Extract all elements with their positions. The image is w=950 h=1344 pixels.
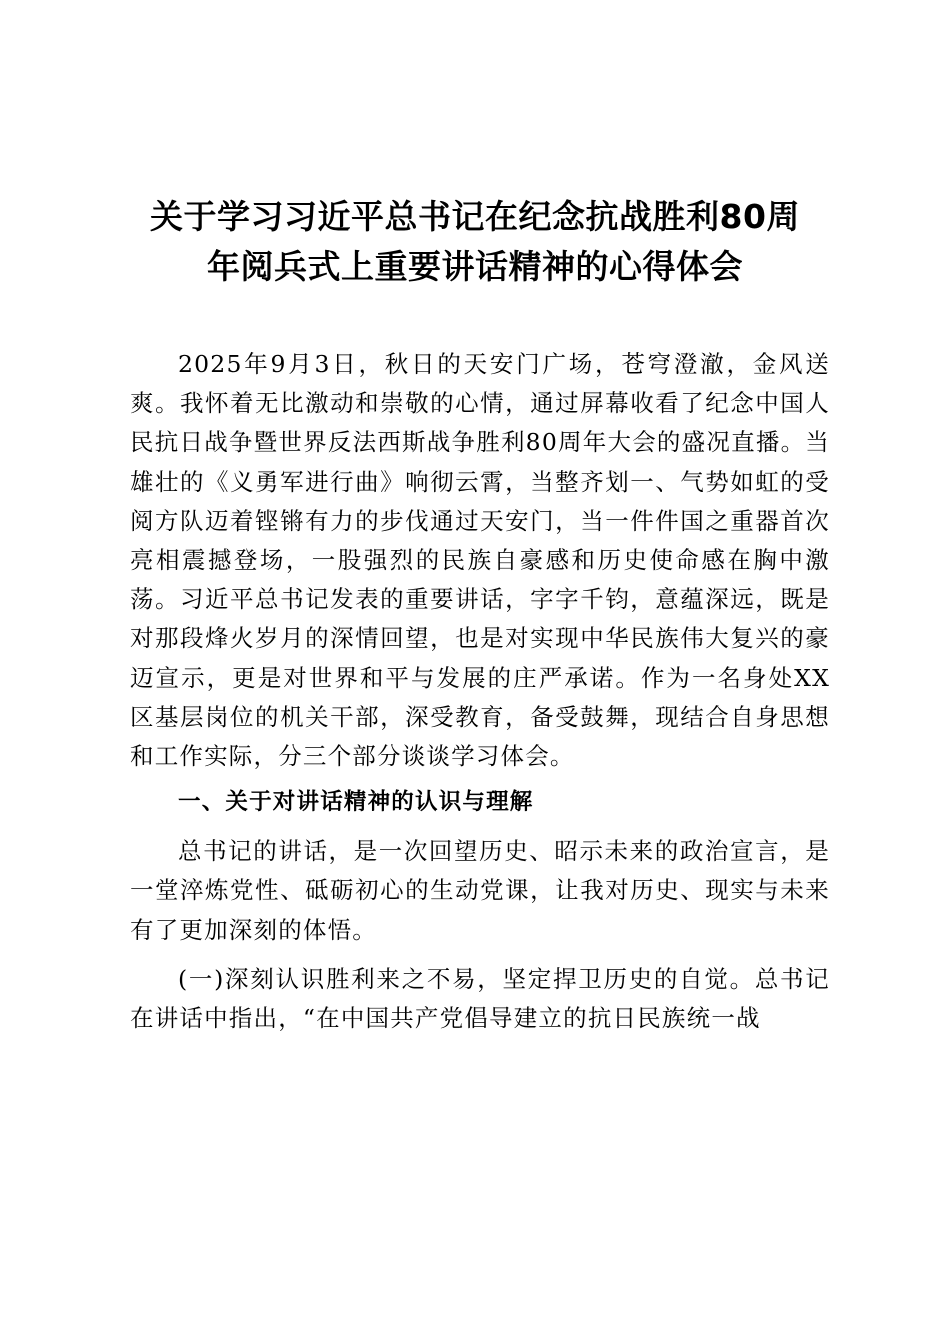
section-paragraph-1: 总书记的讲话，是一次回望历史、昭示未来的政治宣言，是一堂淬炼党性、砥砺初心的生动党课，让我对历史、现实与未来有了更加深刻的体悟。 (130, 837, 830, 944)
section-paragraph-2: (一)深刻认识胜利来之不易，坚定捍卫历史的自觉。总书记在讲话中指出，“在中国共产党倡导建立的抗日民族统一战 (130, 964, 830, 1033)
document-title (120, 192, 830, 292)
section-heading: 一、关于对讲话精神的认识与理解 (178, 789, 534, 816)
intro-paragraph: 2025年9月3日，秋日的天安门广场，苍穹澄澈，金风送爽。我怀着无比激动和崇敬的心情，通过屏幕收看了纪念中国人民抗日战争暨世界反法西斯战争胜利80周年大会的盛况直播。当雄壮的《义勇军进行曲》响彻云霄，当整齐划一、气势如虹的受阅方队迈着铿锵有力的步伐通过天安门，当一件件国之重器首次亮相震撼登场，一股强烈的民族自豪感和历史使命感在胸中激荡。习近平总书记发表的重要讲话，字字千钧，意蕴深远，既是对那段烽火岁月的深情回望，也是对实现中华民族伟大复兴的豪迈宣示，更是对世界和平与发展的庄严承诺。作为一名身处XX区基层岗位的机关干部，深受教育，备受鼓舞，现结合自身思想和工作实际，分三个部分谈谈学习体会。 (130, 350, 830, 771)
title-line-2: 年阅兵式上重要讲话精神的心得体会 (207, 247, 743, 286)
document-body (130, 345, 830, 1038)
title-line-1: 关于学习习近平总书记在纪念抗战胜利80周 (150, 197, 800, 236)
